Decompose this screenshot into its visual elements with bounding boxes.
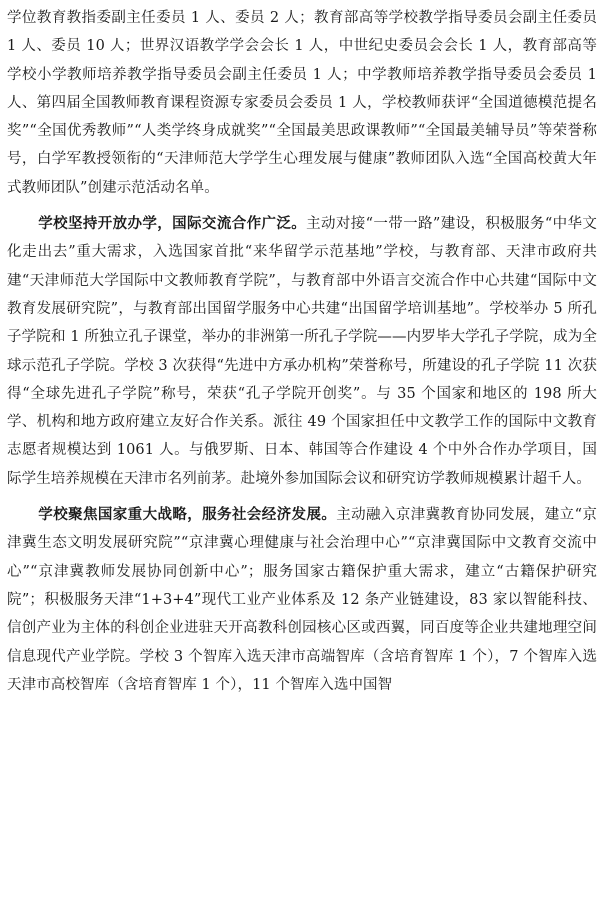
paragraph-lead: 学校聚焦国家重大战略，服务社会经济发展。: [38, 506, 337, 524]
paragraph-body: 学位教育教指委副主任委员 1 人、委员 2 人；教育部高等学校教学指导委员会副主任委员 1 人、委员 10 人；世界汉语教学学会会长 1 人，中世纪史委员会会长 1 人，教育部高等学校小学教师培养教学指导委员会副主任委员 1 人；中学教师培养教学指导委员会委员 1 人、第四届全国教师教育课程资源专家委员会委员 1 人，学校教师获评“全国道德模范提名奖”“全国优秀教师”“人类学终身成就奖”“全国最美思政课教师”“全国最美辅导员”等荣誉称号，白学军教授领衔的“天津师范大学学生心理发展与健康”教师团队入选“全国高校黄大年式教师团队”创建示范活动名单。: [7, 10, 597, 196]
paragraph-international-cooperation: [7, 210, 597, 493]
paragraph-lead: 学校坚持开放办学，国际交流合作广泛。: [38, 215, 307, 233]
document-page: [7, 4, 597, 699]
paragraph-body: 主动对接“一带一路”建设，积极服务“中华文化走出去”重大需求，入选国家首批“来华留学示范基地”学校，与教育部、天津市政府共建“天津师范大学国际中文教师教育学院”，与教育部中外语言交流合作中心共建“国际中文教育发展研究院”，与教育部出国留学服务中心共建“出国留学培训基地”。学校举办 5 所孔子学院和 1 所独立孔子课堂，举办的非洲第一所孔子学院——内罗毕大学孔子学院，成为全球示范孔子学院。学校 3 次获得“先进中方承办机构”荣誉称号，所建设的孔子学院 11 次获得“全球先进孔子学院”称号，荣获“孔子学院开创奖”。与 35 个国家和地区的 198 所大学、机构和地方政府建立友好合作关系。派往 49 个国家担任中文教学工作的国际中文教育志愿者规模达到 1061 人。与俄罗斯、日本、韩国等合作建设 4 个中外合作办学项目，国际学生培养规模在天津市名列前茅。赴境外参加国际会议和研究访学教师规模累计超千人。: [7, 216, 597, 487]
paragraph-body: 主动融入京津冀教育协同发展，建立“京津冀生态文明发展研究院”“京津冀心理健康与社会治理中心”“京津冀国际中文教育交流中心”“京津冀教师发展协同创新中心”；服务国家古籍保护重大需求，建立“古籍保护研究院”；积极服务天津“1+3+4”现代工业产业体系及 12 条产业链建设，83 家以智能科技、信创产业为主体的科创企业进驻天开高教科创园核心区或西翼，同百度等企业共建地理空间信息现代产业学院。学校 3 个智库入选天津市高端智库（含培育智库 1 个），7 个智库入选天津市高校智库（含培育智库 1 个），11 个智库入选中国智: [7, 507, 597, 693]
paragraph-faculty-honors: [7, 4, 597, 202]
paragraph-social-service: [7, 501, 597, 699]
